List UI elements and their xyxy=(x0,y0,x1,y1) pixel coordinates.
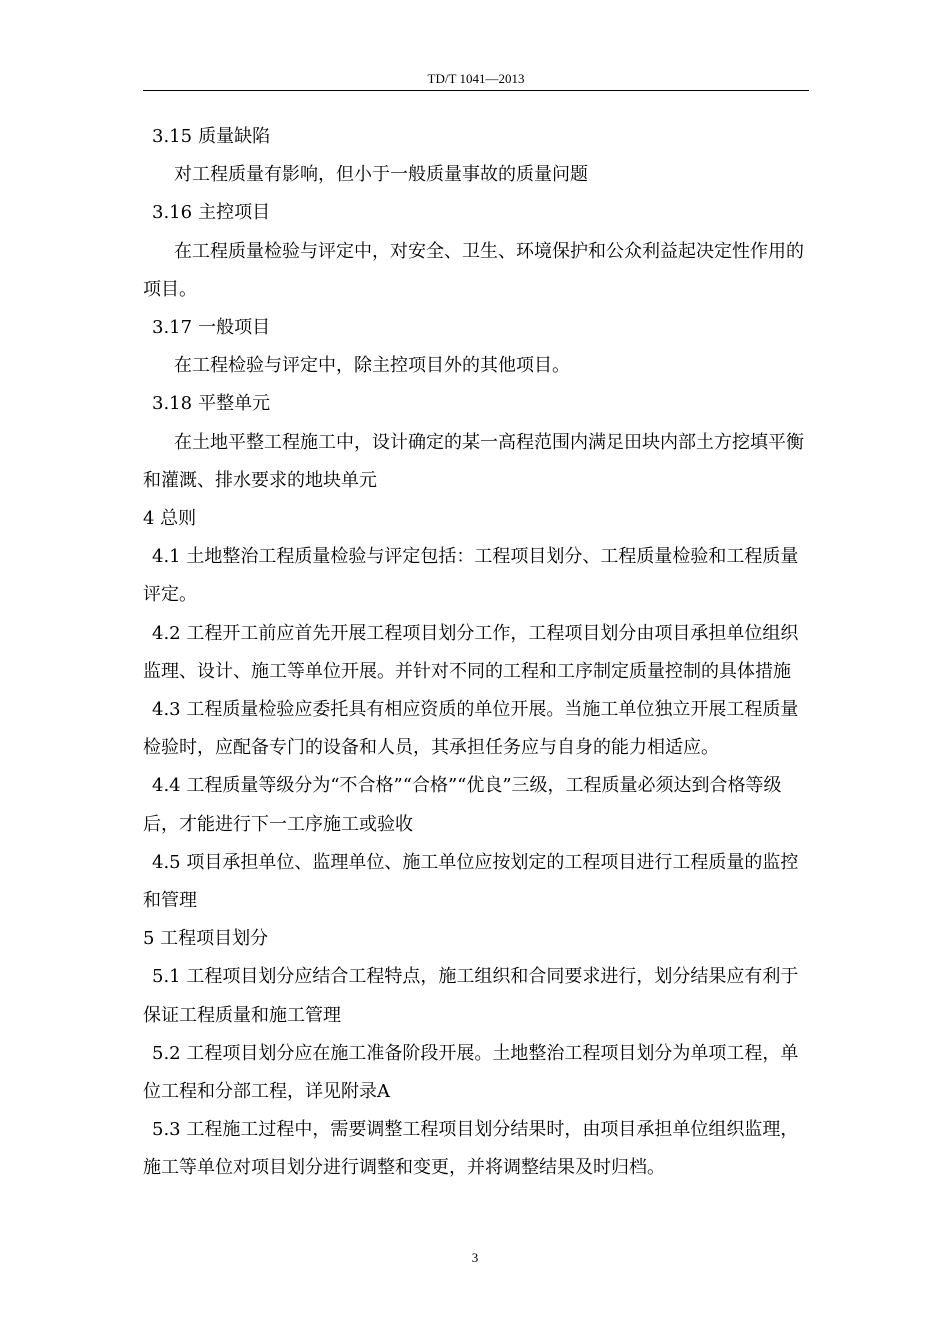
definition-paragraph: 在土地平整工程施工中，设计确定的某一高程范围内满足田块内部土方挖填平衡和灌溉、排水要求的地块单元 xyxy=(143,431,804,491)
chapter-heading: 4 总则 xyxy=(143,508,197,530)
clause-number: 3.15 xyxy=(152,126,193,147)
definition-paragraph: 在工程检验与评定中，除主控项目外的其他项目。 xyxy=(174,355,570,377)
numbered-clause: 5.3 工程施工过程中，需要调整工程项目划分结果时，由项目承担单位组织监理，施工等单位对项目划分进行调整和变更，并将调整结果及时归档。 xyxy=(143,1119,799,1179)
numbered-clause: 5.2 工程项目划分应在施工准备阶段开展。土地整治工程项目划分为单项工程，单位工程和分部工程，详见附录A xyxy=(143,1042,799,1103)
definition-paragraph: 对工程质量有影响，但小于一般质量事故的质量问题 xyxy=(174,164,588,186)
numbered-clause: 4.2 工程开工前应首先开展工程项目划分工作，工程项目划分由项目承担单位组织监理、设计、施工等单位开展。并针对不同的工程和工序制定质量控制的具体措施 xyxy=(143,622,799,682)
numbered-clause: 4.3 工程质量检验应委托具有相应资质的单位开展。当施工单位独立开展工程质量检验时，应配备专门的设备和人员，其承担任务应与自身的能力相适应。 xyxy=(143,699,799,759)
definition-paragraph: 在工程质量检验与评定中，对安全、卫生、环境保护和公众利益起决定性作用的项目。 xyxy=(143,240,804,300)
clause-heading: 一般项目 xyxy=(198,317,271,339)
clause-number: 3.17 xyxy=(152,317,193,339)
page-number: 3 xyxy=(471,1250,479,1265)
numbered-clause: 4.5 项目承担单位、监理单位、施工单位应按划定的工程项目进行工程质量的监控和管理 xyxy=(143,851,799,912)
clause-title xyxy=(143,194,813,232)
clause-title xyxy=(143,118,813,156)
chapter-heading: 5 工程项目划分 xyxy=(143,928,269,950)
document-body xyxy=(143,118,813,1188)
clause-title xyxy=(143,385,813,423)
clause-heading: 质量缺陷 xyxy=(198,126,271,147)
clause-heading: 平整单元 xyxy=(198,393,271,415)
clause-number: 3.16 xyxy=(152,202,193,224)
clause-heading: 主控项目 xyxy=(198,202,271,224)
clause-title xyxy=(143,309,813,347)
page-header xyxy=(143,70,809,91)
numbered-clause: 4.4 工程质量等级分为“不合格”“合格”“优良”三级，工程质量必须达到合格等级后，才能进行下一工序施工或验收 xyxy=(143,775,782,835)
numbered-clause: 5.1 工程项目划分应结合工程特点，施工组织和合同要求进行，划分结果应有利于保证工程质量和施工管理 xyxy=(143,966,799,1026)
doc-code: TD/T 1041—2013 xyxy=(427,71,525,86)
numbered-clause: 4.1 土地整治工程质量检验与评定包括：工程项目划分、工程质量检验和工程质量评定。 xyxy=(143,546,799,606)
clause-number: 3.18 xyxy=(152,393,193,415)
